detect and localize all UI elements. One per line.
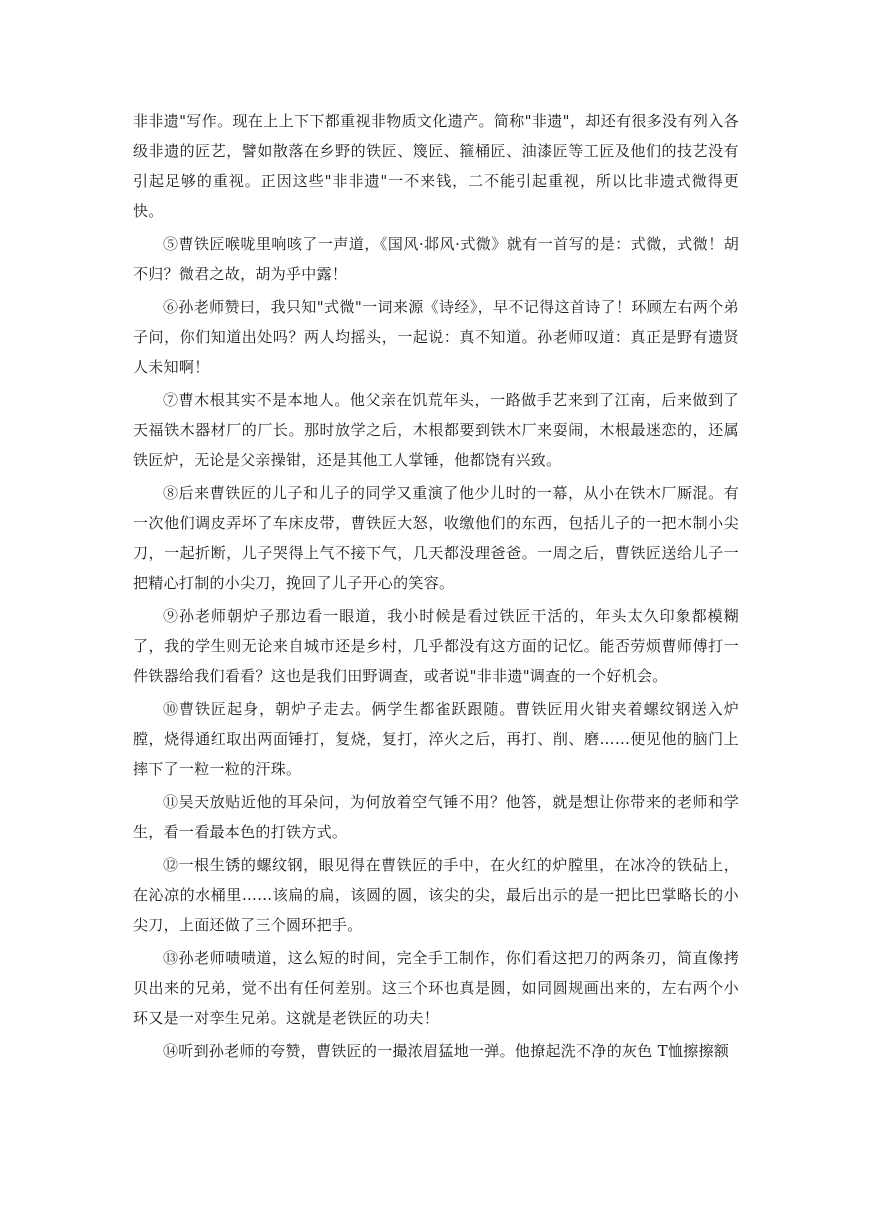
paragraph: ⑬孙老师啧啧道，这么短的时间，完全手工制作，你们看这把刀的两条刃，简直像拷贝出来的兄弟，觉不出有任何差别。这三个环也真是圆，如同圆规画出来的，左右两个小环又是一对孪生兄弟。这就是老铁匠的功夫！: [133, 949, 739, 1027]
paragraph: ⑫一根生锈的螺纹钢，眼见得在曹铁匠的手中，在火红的炉膛里，在冰冷的铁砧上，在沁凉的水桶里……该扁的扁，该圆的圆，该尖的尖，最后出示的是一把比巴掌略长的小尖刀，上面还做了三个圆环把手。: [133, 856, 739, 934]
document-body: [133, 106, 739, 1069]
paragraph: ⑭听到孙老师的夸赞，曹铁匠的一撮浓眉猛地一弹。他撩起洗不净的灰色 T恤擦擦额: [163, 1042, 730, 1060]
paragraph: ⑦曹木根其实不是本地人。他父亲在饥荒年头，一路做手艺来到了江南，后来做到了天福铁木器材厂的厂长。那时放学之后，木根都要到铁木厂来耍闹，木根最迷恋的，还属铁匠炉，无论是父亲操钳，还是其他工人掌锤，他都饶有兴致。: [133, 391, 739, 469]
paragraph: ⑩曹铁匠起身，朝炉子走去。俩学生都雀跃跟随。曹铁匠用火钳夹着螺纹钢送入炉膛，烧得通红取出两面锤打，复烧，复打，淬火之后，再打、削、磨……便见他的脑门上摔下了一粒一粒的汗珠。: [133, 700, 739, 778]
paragraph: ⑨孙老师朝炉子那边看一眼道，我小时候是看过铁匠干活的，年头太久印象都模糊了，我的学生则无论来自城市还是乡村，几乎都没有这方面的记忆。能否劳烦曹师傅打一件铁器给我们看看？这也是我们田野调查，或者说"非非遗"调查的一个好机会。: [133, 607, 739, 685]
paragraph: ⑤曹铁匠喉咙里响咳了一声道，《国风·邶风·式微》就有一首写的是：式微，式微！胡不归？微君之故，胡为乎中露！: [133, 235, 739, 283]
paragraph: ⑥孙老师赞曰，我只知"式微"一词来源《诗经》，早不记得这首诗了！环顾左右两个弟子问，你们知道出处吗？两人均摇头，一起说：真不知道。孙老师叹道：真正是野有遗贤人未知啊！: [133, 298, 739, 376]
paragraph: ⑧后来曹铁匠的儿子和儿子的同学又重演了他少儿时的一幕，从小在铁木厂厮混。有一次他们调皮弄坏了车床皮带，曹铁匠大怒，收缴他们的东西，包括儿子的一把木制小尖刀，一起折断，儿子哭得上气不接下气，几天都没理爸爸。一周之后，曹铁匠送给儿子一把精心打制的小尖刀，挽回了儿子开心的笑容。: [133, 484, 739, 592]
paragraph: 非非遗"写作。现在上上下下都重视非物质文化遗产。简称"非遗"，却还有很多没有列入各级非遗的匠艺，譬如散落在乡野的铁匠、篾匠、箍桶匠、油漆匠等工匠及他们的技艺没有引起足够的重视。正因这些"非非遗"一不来钱，二不能引起重视，所以比非遗式微得更快。: [133, 112, 739, 220]
paragraph: ⑪吴天放贴近他的耳朵问，为何放着空气锤不用？他答，就是想让你带来的老师和学生，看一看最本色的打铁方式。: [133, 793, 739, 841]
